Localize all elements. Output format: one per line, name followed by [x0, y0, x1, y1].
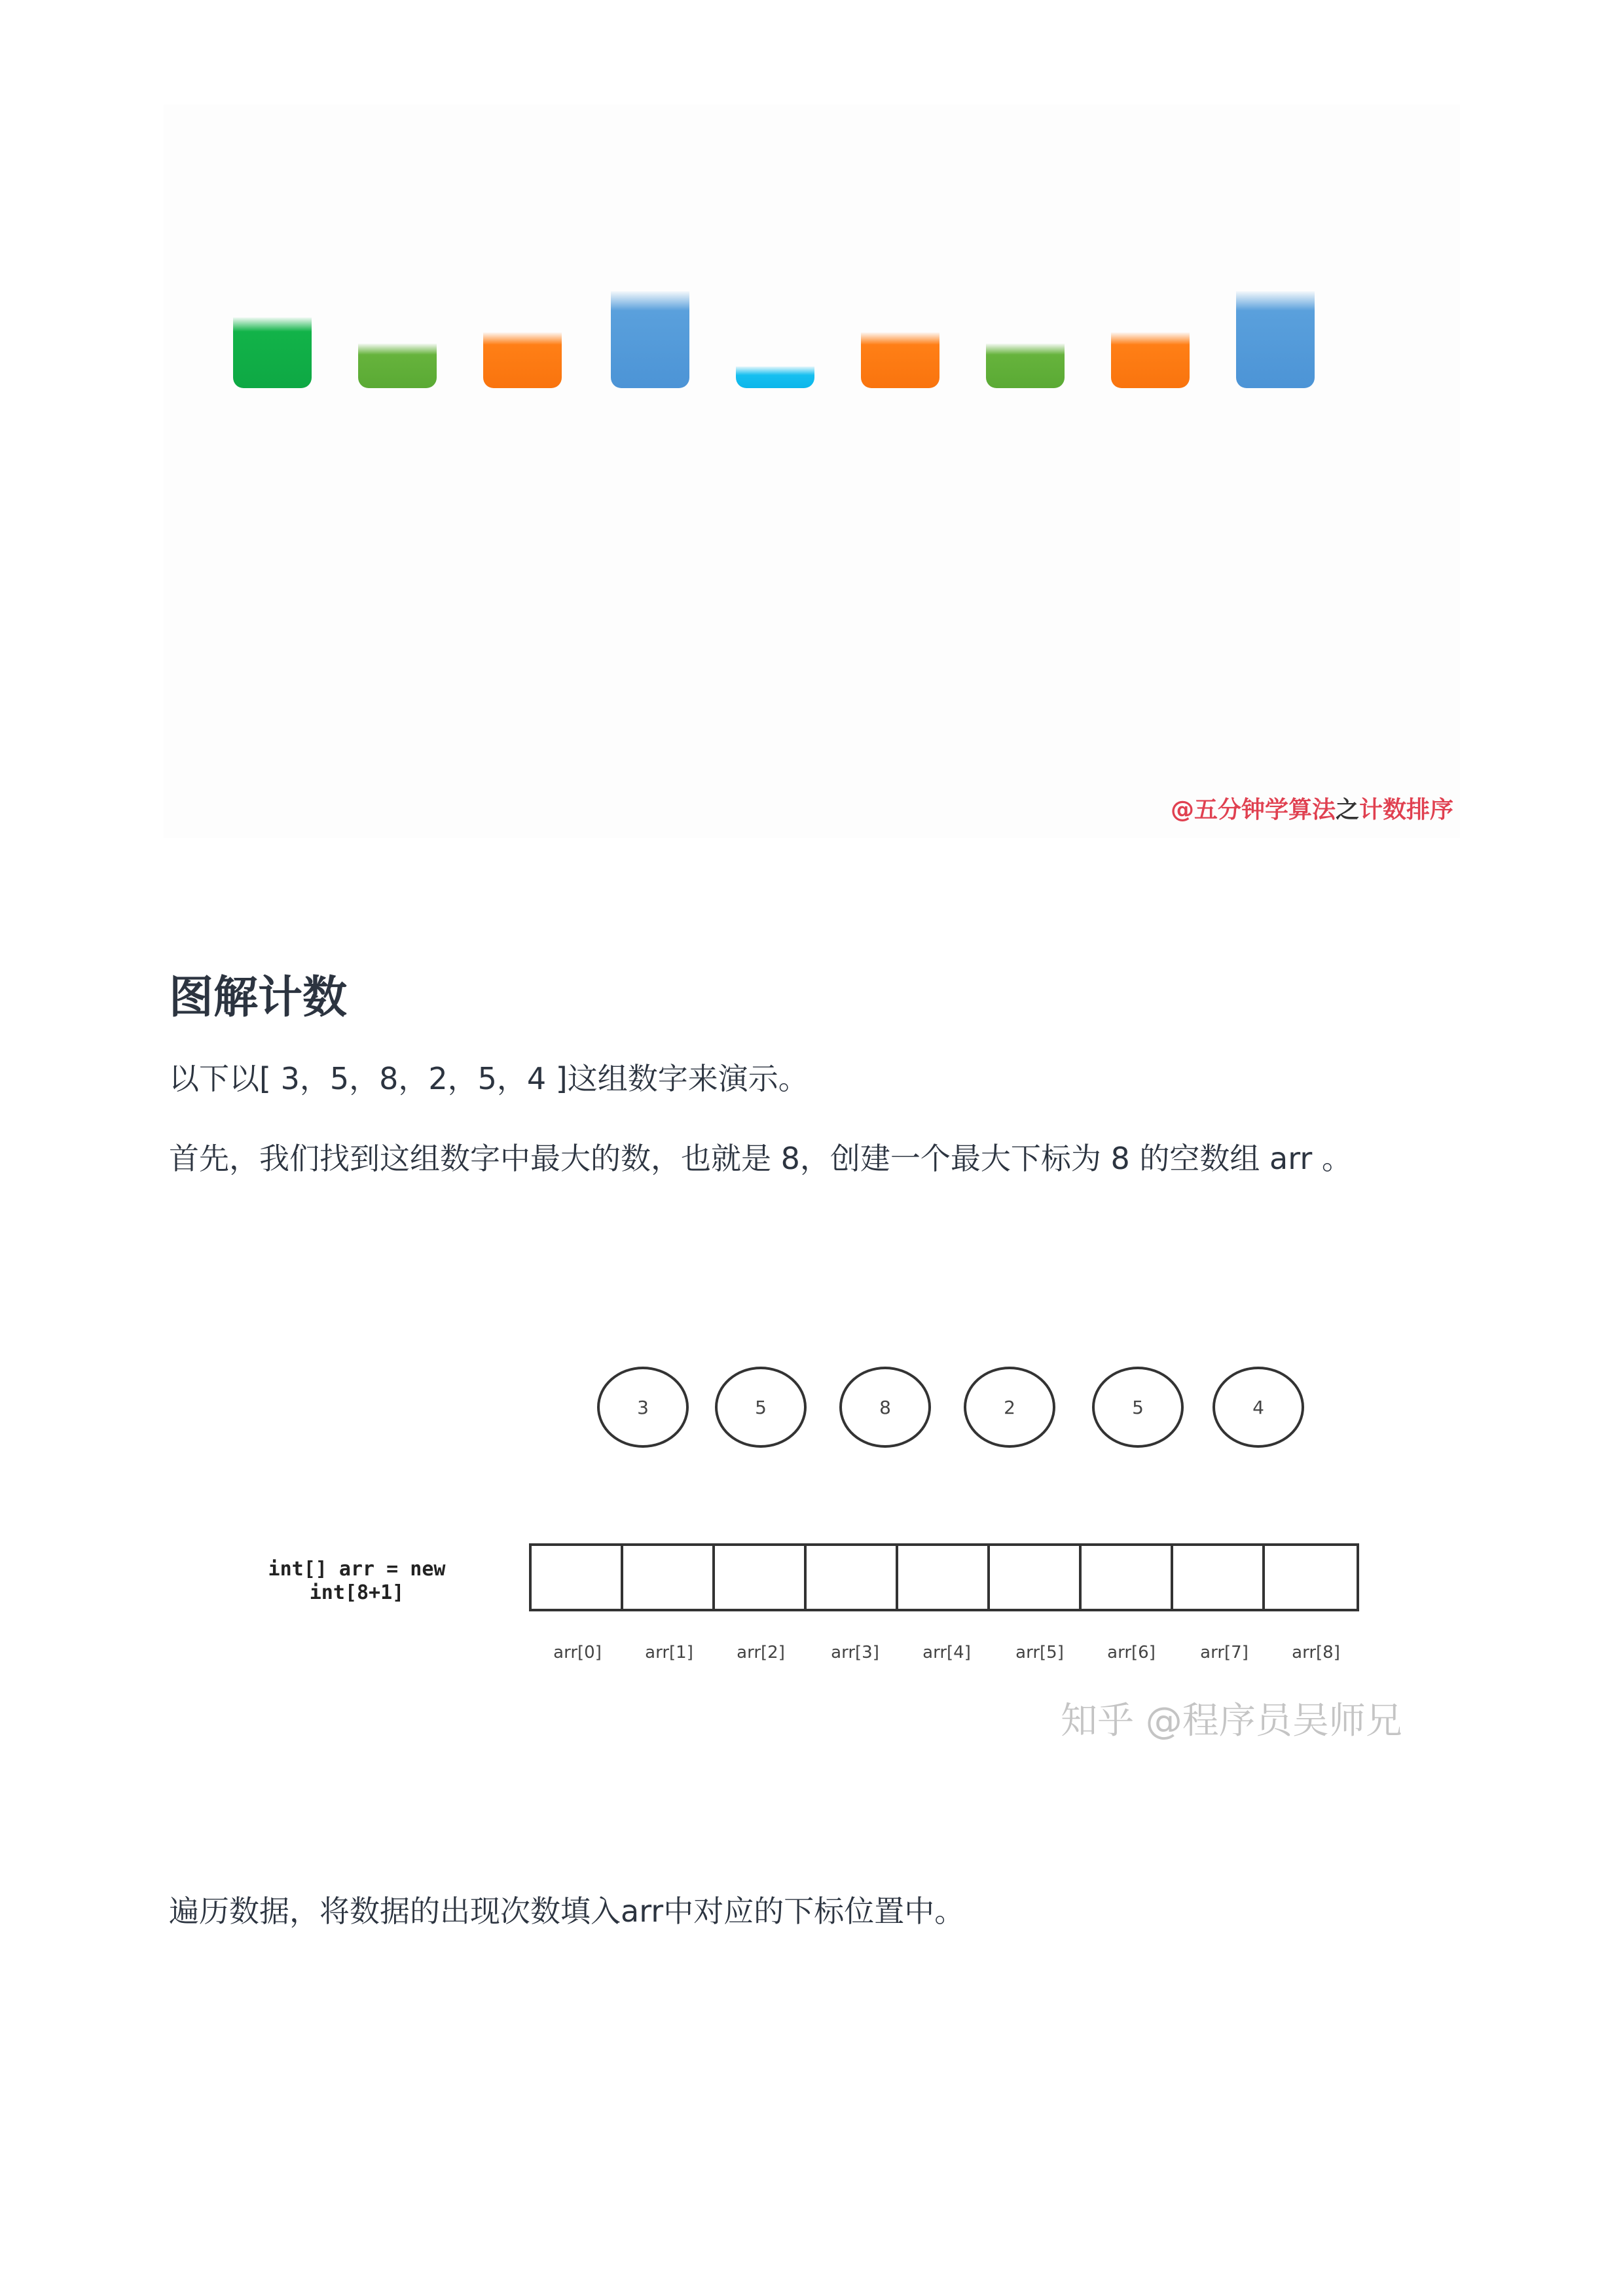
- bar-7: [986, 344, 1065, 388]
- array-index-label: arr[4]: [922, 1643, 971, 1662]
- array-cells: [529, 1543, 1359, 1611]
- array-cell: [1082, 1546, 1173, 1609]
- bar-9: [1236, 291, 1315, 388]
- zhihu-watermark: 知乎 @程序员吴师兄: [1061, 1700, 1402, 1742]
- number-circle: 4: [1213, 1367, 1304, 1448]
- array-cell: [1173, 1546, 1265, 1609]
- array-index-label: arr[2]: [737, 1643, 785, 1662]
- array-cell: [715, 1546, 807, 1609]
- array-cell: [623, 1546, 715, 1609]
- array-index-label: arr[3]: [831, 1643, 879, 1662]
- section-heading: 图解计数: [169, 972, 348, 1024]
- array-index-label: arr[0]: [553, 1643, 602, 1662]
- bar-4: [611, 291, 689, 388]
- bar-5: [736, 367, 814, 388]
- bar-6: [861, 332, 939, 388]
- array-index-label: arr[6]: [1107, 1643, 1156, 1662]
- array-cell: [532, 1546, 623, 1609]
- number-circle: 5: [1092, 1367, 1184, 1448]
- number-circle: 2: [964, 1367, 1055, 1448]
- number-circle: 5: [715, 1367, 807, 1448]
- counting-sort-animation-figure: [164, 105, 1460, 838]
- step2-paragraph: 遍历数据，将数据的出现次数填入arr中对应的下标位置中。: [169, 1893, 965, 1929]
- array-index-label: arr[5]: [1015, 1643, 1064, 1662]
- bar-8: [1111, 332, 1190, 388]
- array-cell: [1265, 1546, 1357, 1609]
- array-cell: [898, 1546, 990, 1609]
- array-index-label: arr[1]: [645, 1643, 693, 1662]
- bar-1: [233, 317, 312, 388]
- array-cell: [807, 1546, 898, 1609]
- bar-3: [483, 332, 562, 388]
- intro-paragraph: 以下以[ 3，5，8，2，5，4 ]这组数字来演示。: [169, 1061, 809, 1096]
- bar-2: [358, 344, 437, 388]
- array-index-label: arr[7]: [1200, 1643, 1249, 1662]
- step1-paragraph: 首先，我们找到这组数字中最大的数，也就是 8，创建一个最大下标为 8 的空数组 arr 。: [169, 1141, 1352, 1176]
- array-declaration: int[] arr = new int[8+1]: [268, 1558, 446, 1604]
- figure-watermark: @五分钟学算法之计数排序: [1170, 797, 1453, 823]
- array-index-label: arr[8]: [1292, 1643, 1340, 1662]
- number-circle: 3: [597, 1367, 689, 1448]
- array-cell: [990, 1546, 1082, 1609]
- number-circle: 8: [839, 1367, 931, 1448]
